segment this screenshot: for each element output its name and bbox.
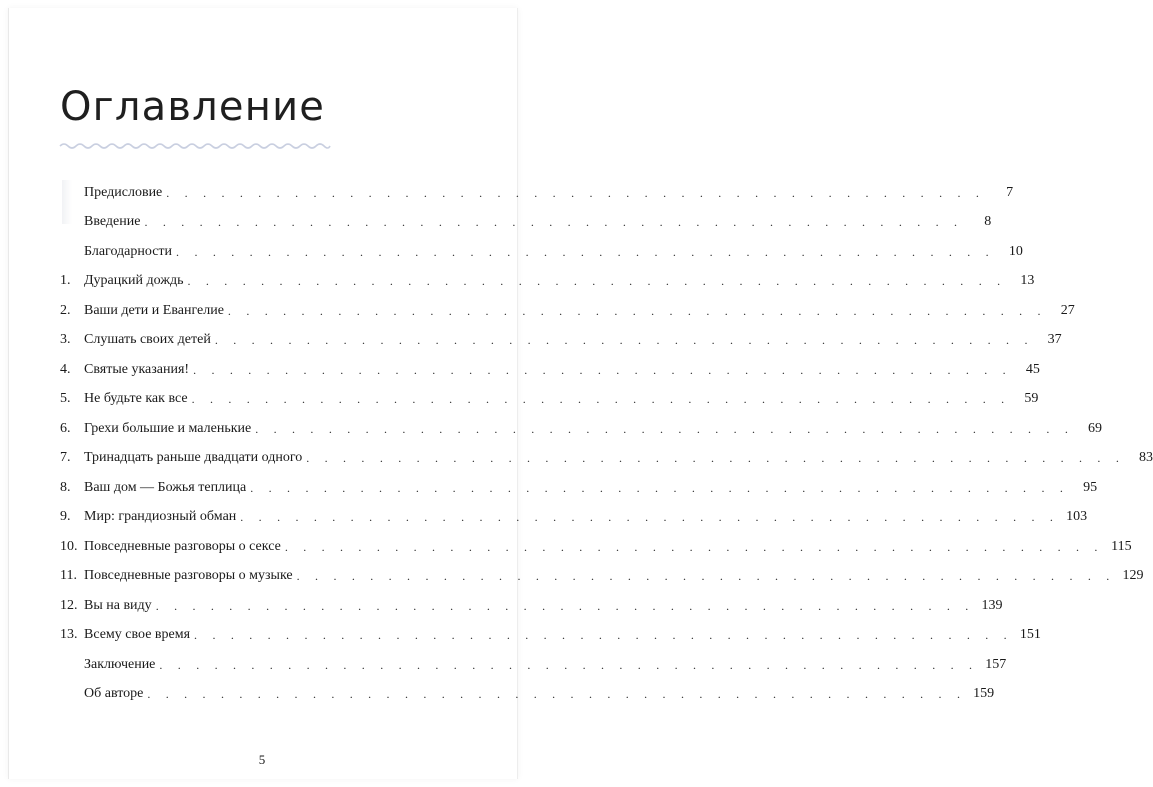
toc-row [60,650,1007,680]
toc-row [60,621,1041,651]
toc-page-number: 69 [1088,420,1103,436]
decorative-wave-line [60,140,330,152]
toc-leader-dots: . . . . . . . . . . . . . . . . . . . . . . . . . . . . . . . . . . . . . . . . . . . . . [193,362,1012,377]
toc-row [60,680,995,710]
toc-row [60,178,1014,208]
toc-chapter-number: 7. [60,450,71,466]
toc-entry-title: Повседневные разговоры о сексе [84,538,281,554]
toc-page-number: 159 [973,686,995,702]
toc-leader-dots: . . . . . . . . . . . . . . . . . . . . . . . . . . . . . . . . . . . . . . . . . . . . . [191,392,1011,407]
toc-leader-dots: . . . . . . . . . . . . . . . . . . . . . . . . . . . . . . . . . . . . . . . . . . . . . [255,421,1075,436]
toc-entry-title: Предисловие [84,184,163,200]
toc-entry-title: Ваш дом — Божья теплица [84,479,247,495]
toc-row [60,503,1088,533]
toc-leader-dots: . . . . . . . . . . . . . . . . . . . . . . . . . . . . . . . . . . . . . . . . . . . . . [296,569,1116,584]
toc-row [60,591,1003,621]
toc-entry-title: Повседневные разговоры о музыке [84,568,293,584]
toc-entry-title: Введение [84,214,141,230]
toc-leader-dots: . . . . . . . . . . . . . . . . . . . . . . . . . . . . . . . . . . . . . . . . . . . . . [187,274,1007,289]
toc-row [60,444,1153,474]
toc-entry-title: Дурацкий дождь [84,273,184,289]
toc-page-number: 95 [1083,479,1098,495]
toc-entry-title: Святые указания! [84,361,190,377]
toc-row [60,414,1103,444]
toc-page-number: 13 [1020,273,1035,289]
toc-row [60,267,1035,297]
toc-chapter-number: 1. [60,273,71,289]
toc-leader-dots: . . . . . . . . . . . . . . . . . . . . . . . . . . . . . . . . . . . . . . . . . . . . . [159,657,979,672]
toc-entry-title: Вы на виду [84,597,152,613]
toc-page-number: 10 [1008,243,1023,259]
toc-page-number: 103 [1066,509,1088,525]
toc-page-number: 7 [1006,184,1014,200]
toc-entry-title: Заключение [84,656,156,672]
toc-chapter-number: 10. [60,538,78,554]
toc-chapter-number: 12. [60,597,78,613]
toc-leader-dots: . . . . . . . . . . . . . . . . . . . . . . . . . . . . . . . . . . . . . . . . . . . . . [227,303,1047,318]
toc-row [60,385,1039,415]
toc-entry-title: Тринадцать раньше двадцати одного [84,450,303,466]
toc-entry-title: Мир: грандиозный обман [84,509,237,525]
toc-chapter-number: 5. [60,391,71,407]
toc-chapter-number: 3. [60,332,71,348]
toc-leader-dots: . . . . . . . . . . . . . . . . . . . . . . . . . . . . . . . . . . . . . . . . . . . . . [214,333,1034,348]
toc-page-number: 157 [985,656,1007,672]
toc-chapter-number: 9. [60,509,71,525]
toc-row [60,355,1040,385]
toc-entry-title: Об авторе [84,686,144,702]
toc-row [60,296,1075,326]
toc-entry-title: Ваши дети и Евангелие [84,302,224,318]
toc-page-number: 83 [1139,450,1153,466]
toc-entry-title: Слушать своих детей [84,332,211,348]
toc-page-number: 8 [984,214,992,230]
toc-row [60,562,1144,592]
toc-row [60,326,1062,356]
toc-row [60,473,1098,503]
toc-leader-dots: . . . . . . . . . . . . . . . . . . . . . . . . . . . . . . . . . . . . . . . . . . . . . [155,598,975,613]
toc-entry-title: Не будьте как все [84,391,188,407]
toc-page-number: 59 [1024,391,1039,407]
toc-row [60,208,992,238]
toc-chapter-number: 13. [60,627,78,643]
toc-chapter-number: 4. [60,361,71,377]
toc-leader-dots: . . . . . . . . . . . . . . . . . . . . . . . . . . . . . . . . . . . . . . . . . . . . . [166,185,986,200]
toc-leader-dots: . . . . . . . . . . . . . . . . . . . . . . . . . . . . . . . . . . . . . . . . . . . . . [176,244,995,259]
toc-page-number: 115 [1111,538,1132,554]
page-title: Оглавление [60,84,326,130]
toc-leader-dots: . . . . . . . . . . . . . . . . . . . . . . . . . . . . . . . . . . . . . . . . . . . . . [306,451,1126,466]
toc-entry-title: Всему свое время [84,627,191,643]
toc-row [60,532,1132,562]
toc-chapter-number: 11. [60,568,77,584]
page-number: 5 [258,752,266,767]
toc-page-number: 27 [1060,302,1075,318]
toc-page-number: 151 [1019,627,1041,643]
toc-page-number: 139 [981,597,1003,613]
toc-chapter-number: 6. [60,420,71,436]
table-of-contents [60,178,1153,709]
toc-entry-title: Благодарности [84,243,173,259]
toc-page-number: 129 [1122,568,1144,584]
toc-leader-dots: . . . . . . . . . . . . . . . . . . . . . . . . . . . . . . . . . . . . . . . . . . . . . [194,628,1013,643]
toc-row [60,237,1023,267]
toc-chapter-number: 2. [60,302,71,318]
toc-page-number: 45 [1025,361,1040,377]
toc-leader-dots: . . . . . . . . . . . . . . . . . . . . . . . . . . . . . . . . . . . . . . . . . . . . . [144,215,964,230]
toc-leader-dots: . . . . . . . . . . . . . . . . . . . . . . . . . . . . . . . . . . . . . . . . . . . . . [240,510,1060,525]
toc-chapter-number: 8. [60,479,71,495]
toc-leader-dots: . . . . . . . . . . . . . . . . . . . . . . . . . . . . . . . . . . . . . . . . . . . . . [284,539,1104,554]
toc-leader-dots: . . . . . . . . . . . . . . . . . . . . . . . . . . . . . . . . . . . . . . . . . . . . . [147,687,967,702]
toc-page-number: 37 [1047,332,1062,348]
toc-leader-dots: . . . . . . . . . . . . . . . . . . . . . . . . . . . . . . . . . . . . . . . . . . . . . [250,480,1070,495]
toc-entry-title: Грехи большие и маленькие [84,420,252,436]
